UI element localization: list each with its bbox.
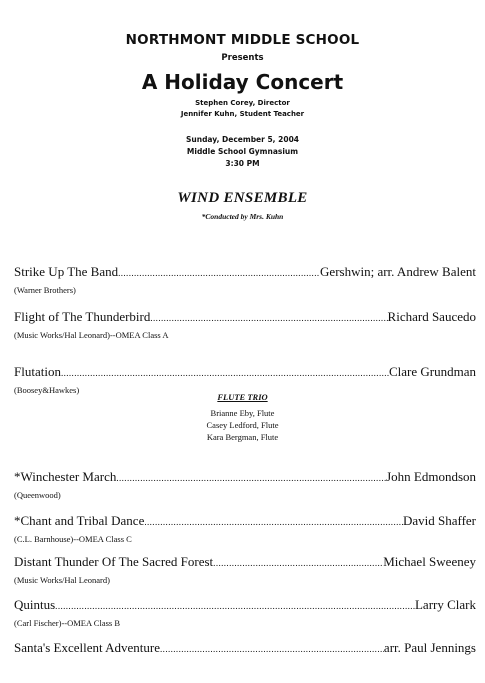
dot-leader: [55, 601, 415, 611]
piece-composer: Clare Grundman: [388, 364, 476, 379]
concert-venue: Middle School Gymnasium: [186, 147, 299, 156]
flute-trio-heading: FLUTE TRIO: [217, 392, 268, 402]
piece-publisher: (Queenwood): [14, 490, 61, 500]
program-entry: [14, 640, 476, 656]
program-line: [14, 597, 476, 613]
concert-time: 3:30 PM: [225, 159, 260, 168]
program-line: [14, 264, 476, 280]
piece-title: Flutation: [14, 364, 61, 379]
piece-title: Quintus: [14, 597, 56, 612]
dot-leader: [213, 558, 383, 568]
program-line: [14, 640, 476, 656]
piece-composer: Larry Clark: [414, 597, 476, 612]
piece-title: Santa's Excellent Adventure: [14, 640, 161, 655]
flute-trio-member: Casey Ledford, Flute: [206, 420, 279, 430]
piece-title: *Winchester March: [14, 469, 117, 484]
program-entry: [14, 597, 476, 628]
school-name: NORTHMONT MIDDLE SCHOOL: [125, 32, 360, 48]
concert-title: A Holiday Concert: [141, 70, 344, 94]
piece-composer: Michael Sweeney: [383, 554, 476, 569]
dot-leader: [150, 313, 387, 323]
concert-date: Sunday, December 5, 2004: [185, 135, 300, 144]
piece-title: Strike Up The Band: [14, 264, 119, 279]
program-entry: [14, 554, 476, 585]
conductor-note: *Conducted by Mrs. Kuhn: [201, 212, 284, 221]
piece-publisher: (Music Works/Hal Leonard)--OMEA Class A: [14, 330, 169, 340]
program-line: [14, 469, 476, 485]
dot-leader: [144, 517, 403, 527]
program-line: [14, 309, 476, 325]
program-line: [14, 364, 476, 380]
dot-leader: [116, 473, 386, 483]
flute-trio-member: Brianne Eby, Flute: [210, 408, 275, 418]
piece-composer: John Edmondson: [386, 469, 476, 484]
dot-leader: [118, 268, 320, 278]
piece-publisher: (Carl Fischer)--OMEA Class B: [14, 618, 121, 628]
program-line: [14, 513, 476, 529]
piece-composer: arr. Paul Jennings: [383, 640, 476, 655]
program-entry: [14, 309, 476, 340]
program-entry: [14, 469, 476, 500]
program-line: [14, 554, 476, 570]
program-entry: [14, 264, 476, 295]
piece-publisher: (Warner Brothers): [14, 285, 76, 295]
piece-title: Distant Thunder Of The Sacred Forest: [14, 554, 214, 569]
program-entry: [14, 364, 476, 395]
piece-publisher: (C.L. Barnhouse)--OMEA Class C: [14, 534, 132, 544]
presents-text: Presents: [221, 53, 264, 63]
flute-trio-member: Kara Bergman, Flute: [206, 432, 279, 442]
piece-composer: Richard Saucedo: [387, 309, 476, 324]
piece-publisher: (Boosey&Hawkes): [14, 385, 80, 395]
piece-composer: David Shaffer: [402, 513, 476, 528]
program-entry: [14, 513, 476, 544]
piece-composer: Gershwin; arr. Andrew Balent: [320, 264, 476, 279]
ensemble-name: WIND ENSEMBLE: [177, 190, 308, 206]
dot-leader: [160, 644, 384, 654]
piece-title: Flight of The Thunderbird: [14, 309, 151, 324]
director-line: Stephen Corey, Director: [195, 99, 290, 107]
student-teacher-line: Jennifer Kuhn, Student Teacher: [180, 110, 305, 118]
piece-title: *Chant and Tribal Dance: [14, 513, 145, 528]
dot-leader: [61, 368, 389, 378]
piece-publisher: (Music Works/Hal Leonard): [14, 575, 110, 585]
